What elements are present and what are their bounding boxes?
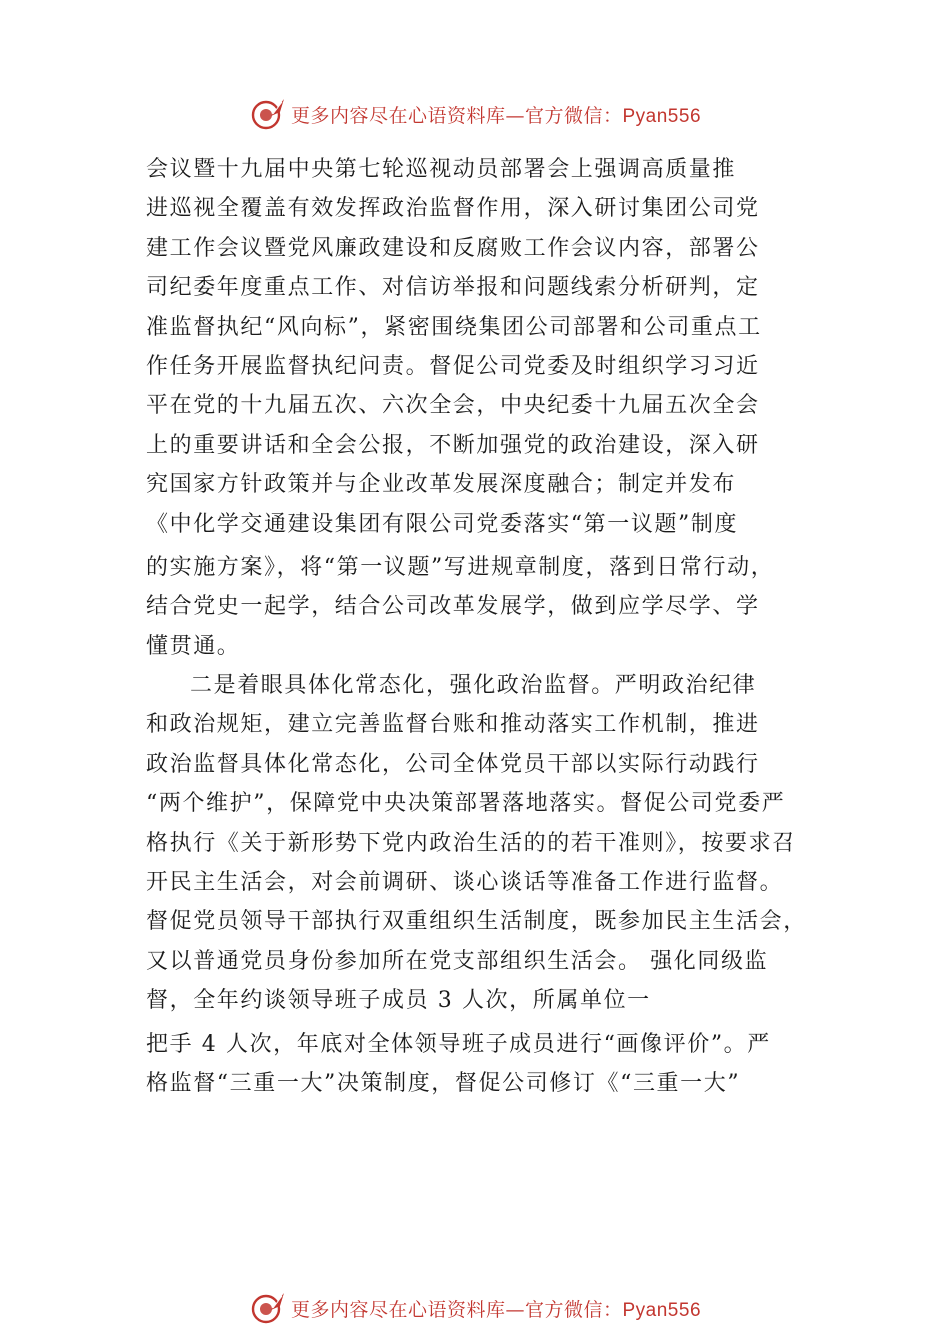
banner-wechat: 官方微信：Pyan556 <box>525 105 702 127</box>
banner-dash: — <box>505 104 525 127</box>
text-line: 结合党史一起学，结合公司改革发展学，做到应学尽学、学 <box>146 594 760 620</box>
text-line: 《中化学交通建设集团有限公司党委落实“第一议题”制度 <box>146 511 739 537</box>
text-line: 政治监督具体化常态化，公司全体党员干部以实际行动践行 <box>146 751 760 777</box>
document-body <box>146 150 836 1103</box>
text-line: 格监督“三重一大”决策制度，督促公司修订《“三重一大” <box>146 1070 741 1096</box>
banner-main: 更多内容尽在心语资料库 <box>290 1298 506 1321</box>
banner-main: 更多内容尽在心语资料库 <box>290 104 506 127</box>
banner-wechat: 官方微信：Pyan556 <box>525 1299 702 1321</box>
text-line: 把手 4 人次，年底对全体领导班子成员进行“画像评价”。严 <box>146 1031 771 1057</box>
text-line: 督，全年约谈领导班子成员 3 人次，所属单位一 <box>146 988 651 1014</box>
text-line: 平在党的十九届五次、六次全会，中央纪委十九届五次全会 <box>146 393 760 419</box>
paragraph-start-line: 二是着眼具体化常态化，强化政治监督。严明政治纪律 <box>190 673 757 699</box>
text-line: 司纪委年度重点工作、对信访举报和问题线索分析研判，定 <box>146 275 760 301</box>
text-line: 建工作会议暨党风廉政建设和反腐败工作会议内容，部署公 <box>146 235 760 261</box>
banner-text <box>291 1295 701 1322</box>
text-line: 和政治规矩，建立完善监督台账和推动落实工作机制，推进 <box>146 712 760 738</box>
text-line: 开民主生活会，对会前调研、谈心谈话等准备工作进行监督。 <box>146 870 784 896</box>
quill-logo-icon <box>249 96 287 132</box>
text-line: “两个维护”，保障党中央决策部署落地落实。督促公司党委严 <box>146 791 786 817</box>
header-banner <box>0 94 950 134</box>
text-line: 上的重要讲话和全会公报，不断加强党的政治建设，深入研 <box>146 432 760 458</box>
text-line: 的实施方案》，将“第一议题”写进规章制度，落到日常行动， <box>146 554 775 580</box>
text-line: 懂贯通。 <box>146 633 241 659</box>
text-line: 督促党员领导干部执行双重组织生活制度，既参加民主生活会， <box>146 909 807 935</box>
text-line: 会议暨十九届中央第七轮巡视动员部署会上强调高质量推 <box>146 157 737 182</box>
text-line: 究国家方针政策并与企业改革发展深度融合；制定并发布 <box>146 472 737 498</box>
footer-banner <box>0 1288 950 1328</box>
banner-dash: — <box>505 1298 525 1321</box>
banner-text <box>291 101 701 128</box>
text-line: 准监督执纪“风向标”，紧密围绕集团公司部署和公司重点工 <box>146 314 762 340</box>
text-line: 作任务开展监督执纪问责。督促公司党委及时组织学习习近 <box>146 353 760 379</box>
text-line: 格执行《关于新形势下党内政治生活的的若干准则》，按要求召 <box>146 830 796 856</box>
text-line: 又以普通党员身份参加所在党支部组织生活会。 强化同级监 <box>146 948 769 974</box>
quill-logo-icon <box>249 1290 287 1326</box>
text-line: 进巡视全覆盖有效发挥政治监督作用，深入研讨集团公司党 <box>146 196 760 222</box>
